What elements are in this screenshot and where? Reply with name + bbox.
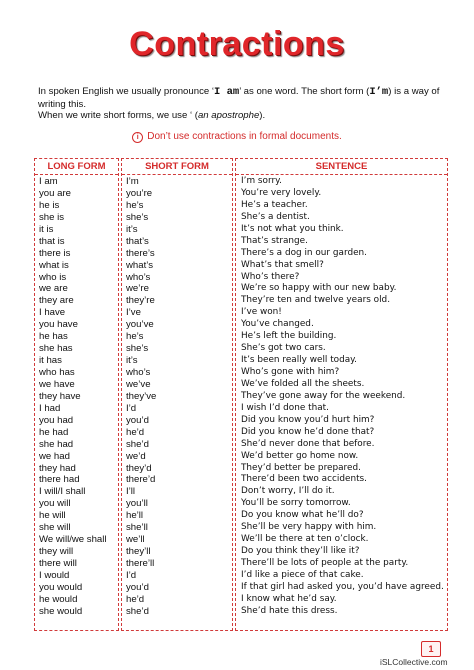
long-form-cell: she had xyxy=(39,438,74,450)
sentence-cell: We’ll be there at ten o’clock. xyxy=(241,534,369,545)
long-form-cell: there had xyxy=(39,474,80,486)
sentence-cell: Did you know he’d done that? xyxy=(241,426,375,437)
sentence-cell: She’s got two cars. xyxy=(241,343,326,354)
intro-bold-i-am: I am xyxy=(214,86,240,98)
warning-note xyxy=(0,131,474,143)
short-form-cell: we’ll xyxy=(126,534,145,546)
long-form-cell: you would xyxy=(39,581,83,593)
long-form-cell: she has xyxy=(39,343,73,355)
long-form-cell: what is xyxy=(39,259,69,271)
intro-line-1 xyxy=(38,86,448,110)
sentence-cell: She’s a dentist. xyxy=(241,211,310,222)
short-form-cell: they’d xyxy=(126,462,152,474)
long-form-cell: I had xyxy=(39,402,61,414)
short-form-cell: you’d xyxy=(126,581,149,593)
long-form-cell: it is xyxy=(39,223,54,235)
sentence-cell: That’s strange. xyxy=(241,235,308,246)
sentence-cell: Do you think they’ll like it? xyxy=(241,546,360,557)
short-form-header: SHORT FORM xyxy=(122,159,232,175)
intro-text-part: ). xyxy=(259,110,266,121)
short-form-cell: she’s xyxy=(126,343,149,355)
short-form-cell: I’ve xyxy=(126,307,141,319)
short-form-cell: she’s xyxy=(126,211,149,223)
sentence-cell: I’m sorry. xyxy=(241,176,282,186)
sentence-cell: We’d better go home now. xyxy=(241,450,359,461)
long-form-cell: you are xyxy=(39,187,71,199)
sentence-cell: He’s a teacher. xyxy=(241,199,308,210)
long-form-cell: I would xyxy=(39,569,70,581)
long-form-cell: there is xyxy=(39,247,71,259)
sentence-cell: You’ve changed. xyxy=(241,319,314,330)
sentence-cell: Who’s gone with him? xyxy=(241,367,340,377)
short-form-cell: you’d xyxy=(126,414,149,426)
sentence-cell: They’d better be prepared. xyxy=(241,462,361,473)
warning-text: Don’t use contractions in formal documents. xyxy=(147,131,342,142)
sentence-cell: There’ll be lots of people at the party. xyxy=(241,558,409,568)
short-form-cell: they’ve xyxy=(126,390,157,402)
sentence-rows xyxy=(236,175,447,618)
sentence-cell: She’ll be very happy with him. xyxy=(241,522,377,533)
short-form-cell: I’ll xyxy=(126,486,136,498)
intro-italic-apostrophe: an apostrophe xyxy=(197,110,260,121)
sentence-cell: If that girl had asked you, you’d have agreed. xyxy=(241,581,444,592)
page-title: Contractions xyxy=(129,25,345,63)
sentence-cell: I’ve won! xyxy=(241,307,282,318)
long-form-cell: who has xyxy=(39,367,75,378)
sentence-cell: He’s left the building. xyxy=(241,331,337,342)
short-form-cell: there’ll xyxy=(126,558,155,569)
long-form-cell: she will xyxy=(39,522,71,534)
sentence-cell: There’d been two accidents. xyxy=(241,474,367,485)
short-form-cell: we’ve xyxy=(126,378,151,390)
short-form-cell: it’s xyxy=(126,223,138,235)
sentence-cell: There’s a dog in our garden. xyxy=(241,247,368,258)
short-form-cell: she’d xyxy=(126,438,149,450)
short-form-cell: you’re xyxy=(126,187,153,199)
short-form-cell: there’d xyxy=(126,474,156,486)
long-form-cell: you have xyxy=(39,319,78,331)
sentence-cell: They’re ten and twelve years old. xyxy=(241,295,391,306)
short-form-cell: they’ll xyxy=(126,546,151,558)
sentence-header: SENTENCE xyxy=(236,159,447,175)
short-form-cell: he’d xyxy=(126,593,145,605)
long-form-cell: you had xyxy=(39,414,74,426)
short-form-cell: she’ll xyxy=(126,522,148,534)
long-form-cell: he had xyxy=(39,426,69,438)
short-form-cell: there’s xyxy=(126,247,155,259)
intro-bold-im: I’m xyxy=(369,86,389,98)
sentence-column xyxy=(235,158,448,631)
sentence-cell: I’d like a piece of that cake. xyxy=(241,569,364,580)
long-form-cell: we are xyxy=(39,283,68,295)
short-form-cell: who’s xyxy=(126,271,151,283)
sentence-cell: Did you know you’d hurt him? xyxy=(241,414,375,425)
short-form-cell: we’re xyxy=(126,283,149,295)
long-form-cell: that is xyxy=(39,235,65,247)
sentence-cell: It’s been really well today. xyxy=(241,355,357,366)
short-form-cell: we’d xyxy=(126,450,146,462)
short-form-rows xyxy=(122,175,232,618)
info-icon: i xyxy=(132,132,143,143)
sentence-cell: What’s that smell? xyxy=(241,259,324,270)
sentence-cell: It’s not what you think. xyxy=(241,223,344,234)
long-form-column xyxy=(34,158,119,631)
short-form-cell: they’re xyxy=(126,295,155,307)
long-form-cell: she would xyxy=(39,605,83,617)
long-form-cell: We will/we shall xyxy=(39,534,107,546)
short-form-column xyxy=(121,158,233,631)
intro-text-part: ) is a way of writing this. xyxy=(38,86,440,110)
sentence-cell: We’re so happy with our new baby. xyxy=(241,283,397,294)
sentence-cell: She’d hate this dress. xyxy=(241,605,338,616)
long-form-cell: they will xyxy=(39,546,74,558)
intro-text-part: ’ as one word. The short form ( xyxy=(239,86,370,97)
long-form-cell: they are xyxy=(39,295,74,307)
long-form-cell: it has xyxy=(39,355,62,367)
short-form-cell: you’ve xyxy=(126,319,154,331)
long-form-cell: he would xyxy=(39,593,78,605)
long-form-cell: who is xyxy=(39,271,67,283)
long-form-cell: he is xyxy=(39,199,60,211)
long-form-cell: she is xyxy=(39,211,65,223)
long-form-cell: he has xyxy=(39,331,68,343)
long-form-cell: there will xyxy=(39,558,77,569)
short-form-cell: who’s xyxy=(126,367,151,378)
sentence-cell: I know what he’d say. xyxy=(241,593,337,604)
intro-text-part: In spoken English we usually pronounce ‘ xyxy=(38,86,214,97)
short-form-cell: what’s xyxy=(126,259,154,271)
sentence-cell: Who’s there? xyxy=(241,271,300,282)
short-form-cell: he’d xyxy=(126,426,145,438)
long-form-rows xyxy=(35,175,118,618)
long-form-cell: I have xyxy=(39,307,66,319)
sentence-cell: You’re very lovely. xyxy=(241,187,322,198)
intro-text-part: When we write short forms, we use ‘ ( xyxy=(38,110,198,121)
long-form-cell: I am xyxy=(39,176,58,187)
long-form-cell: they have xyxy=(39,390,81,402)
sentence-cell: I wish I’d done that. xyxy=(241,402,329,413)
long-form-cell: he will xyxy=(39,510,66,522)
long-form-cell: I will/I shall xyxy=(39,486,86,498)
sentence-cell: We’ve folded all the sheets. xyxy=(241,378,365,389)
sentence-cell: Do you know what he’ll do? xyxy=(241,510,364,521)
short-form-cell: you’ll xyxy=(126,498,148,510)
short-form-cell: that’s xyxy=(126,235,149,247)
short-form-cell: he’s xyxy=(126,199,144,211)
intro-text xyxy=(38,86,448,122)
long-form-cell: we had xyxy=(39,450,70,462)
short-form-cell: it’s xyxy=(126,355,138,367)
sentence-cell: Don’t worry, I’ll do it. xyxy=(241,486,335,497)
short-form-cell: I’d xyxy=(126,402,137,414)
long-form-cell: they had xyxy=(39,462,76,474)
short-form-cell: I’d xyxy=(126,569,137,581)
sentence-cell: She’d never done that before. xyxy=(241,438,375,449)
intro-line-2 xyxy=(38,110,448,122)
short-form-cell: he’s xyxy=(126,331,144,343)
short-form-cell: I’m xyxy=(126,176,139,187)
sentence-cell: They’ve gone away for the weekend. xyxy=(241,390,406,401)
long-form-cell: you will xyxy=(39,498,71,510)
page-number-badge: 1 xyxy=(421,641,441,657)
short-form-cell: she’d xyxy=(126,605,149,617)
short-form-cell: he’ll xyxy=(126,510,144,522)
footer-site-text: iSLCollective.com xyxy=(380,657,448,667)
long-form-cell: we have xyxy=(39,378,75,390)
sentence-cell: You’ll be sorry tomorrow. xyxy=(241,498,351,509)
long-form-header: LONG FORM xyxy=(35,159,118,175)
